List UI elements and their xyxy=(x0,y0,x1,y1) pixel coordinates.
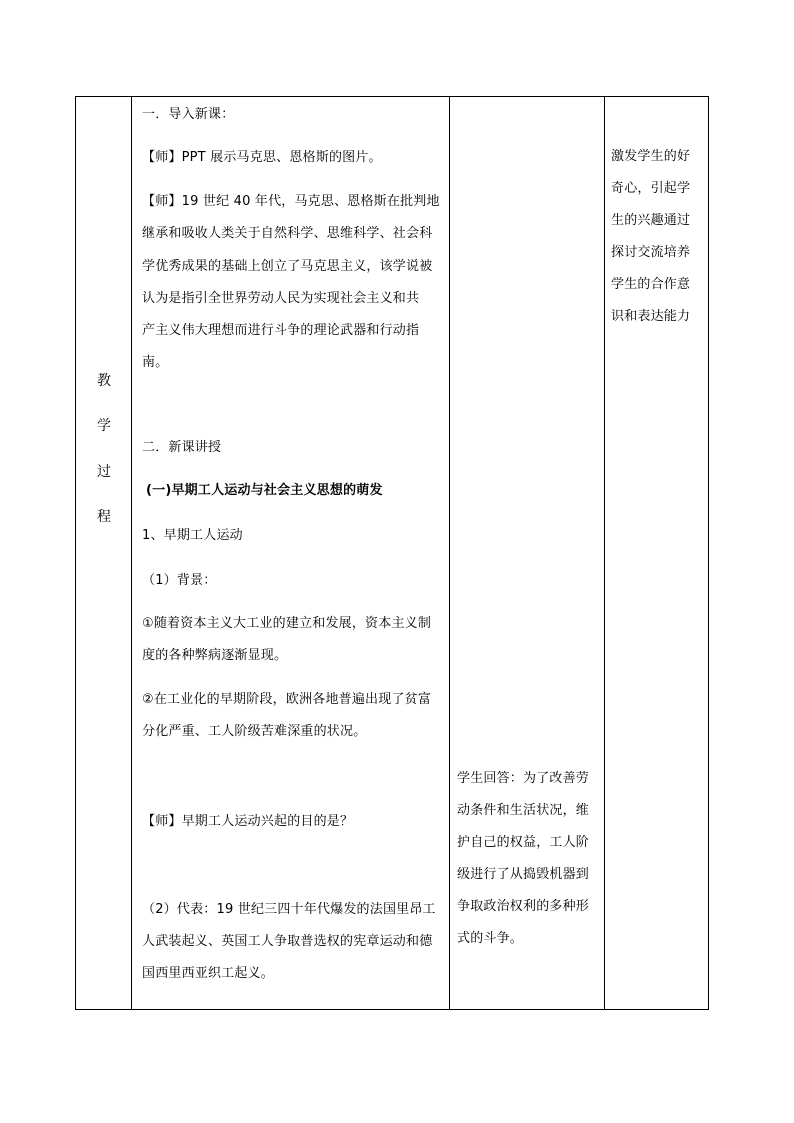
student-answer-line: 学生回答：为了改善劳 xyxy=(457,771,590,786)
point-line: 度的各种弊病逐渐显现。 xyxy=(142,648,288,663)
row-header-char: 程 xyxy=(97,509,111,525)
student-cell xyxy=(450,97,604,1009)
intent-line: 学生的合作意 xyxy=(611,277,691,292)
student-answer-line: 式的斗争。 xyxy=(457,931,524,946)
section-title: 二．新课讲授 xyxy=(142,440,222,455)
teacher-question: 【师】早期工人运动兴起的目的是？ xyxy=(142,814,354,829)
row-header-char: 教 xyxy=(97,373,111,389)
section-title: 一．导入新课： xyxy=(142,107,235,122)
student-answer-line: 动条件和生活状况，维 xyxy=(457,803,590,818)
row-header-char: 过 xyxy=(97,464,111,480)
teacher-paragraph-line: 【师】19 世纪 40 年代，马克思、恩格斯在批判地 xyxy=(142,194,440,209)
item-line: （2）代表：19 世纪三四十年代爆发的法国里昂工 xyxy=(142,902,436,917)
lesson-table xyxy=(75,96,709,1010)
intent-line: 奇心，引起学 xyxy=(611,181,691,196)
item-line: 人武装起义、英国工人争取普选权的宪章运动和德 xyxy=(142,934,433,949)
student-answer-line: 级进行了从捣毁机器到 xyxy=(457,867,590,882)
intent-line: 识和表达能力 xyxy=(611,309,691,324)
intent-cell xyxy=(605,97,708,1009)
teacher-paragraph-line: 南。 xyxy=(142,355,169,370)
teacher-paragraph-line: 认为是指引全世界劳动人民为实现社会主义和共 xyxy=(142,291,420,306)
teacher-line: 【师】PPT 展示马克思、恩格斯的图片。 xyxy=(142,150,382,165)
intent-line: 探讨交流培养 xyxy=(611,245,691,260)
item-subheading: （1）背景： xyxy=(142,573,217,588)
student-answer-line: 护自己的权益，工人阶 xyxy=(457,835,590,850)
content-cell xyxy=(132,97,449,1009)
teacher-paragraph-line: 产主义伟大理想而进行斗争的理论武器和行动指 xyxy=(142,323,420,338)
row-header-cell xyxy=(76,97,132,1009)
subsection-title: (一)早期工人运动与社会主义思想的萌发 xyxy=(146,483,383,498)
student-answer-line: 争取政治权利的多种形 xyxy=(457,899,590,914)
row-header-char: 学 xyxy=(97,418,111,434)
point-line: ②在工业化的早期阶段，欧洲各地普遍出现了贫富 xyxy=(142,692,432,707)
intent-line: 激发学生的好 xyxy=(611,149,691,164)
item-heading: 1、早期工人运动 xyxy=(142,528,243,543)
teacher-paragraph-line: 学优秀成果的基础上创立了马克思主义，该学说被 xyxy=(142,259,433,274)
teacher-paragraph-line: 继承和吸收人类关于自然科学、思维科学、社会科 xyxy=(142,226,433,241)
point-line: 分化严重、工人阶级苦难深重的状况。 xyxy=(142,724,367,739)
intent-line: 生的兴趣通过 xyxy=(611,213,691,228)
item-line: 国西里西亚织工起义。 xyxy=(142,966,275,981)
point-line: ①随着资本主义大工业的建立和发展，资本主义制 xyxy=(142,616,432,631)
